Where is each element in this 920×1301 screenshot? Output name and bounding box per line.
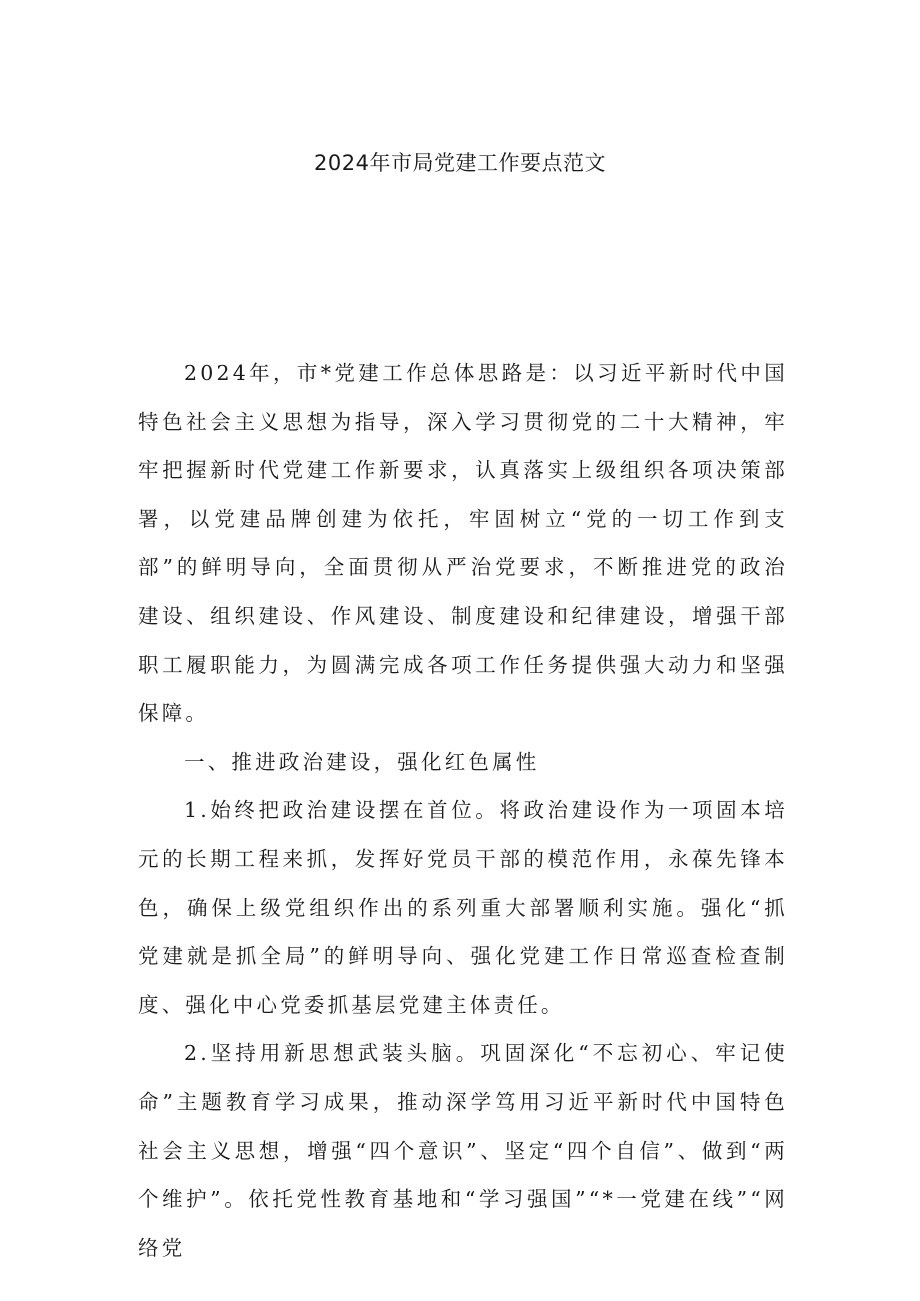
- paragraph-intro: 2024年，市*党建工作总体思路是：以习近平新时代中国特色社会主义思想为指导，深入学习贯彻党的二十大精神，牢牢把握新时代党建工作新要求，认真落实上级组织各项决策部署，以党建品牌创建为依托，牢固树立“党的一切工作到支部”的鲜明导向，全面贯彻从严治党要求，不断推进党的政治建设、组织建设、作风建设、制度建设和纪律建设，增强干部职工履职能力，为圆满完成各项工作任务提供强大动力和坚强保障。: [138, 361, 788, 726]
- section-heading-political-construction: 一、推进政治建设，强化红色属性: [184, 749, 540, 774]
- document-title: 2024年市局党建工作要点范文: [314, 151, 606, 175]
- document-body: [138, 349, 788, 1272]
- paragraph-item-2: 2.坚持用新思想武装头脑。巩固深化“不忘初心、牢记使命”主题教育学习成果，推动深学笃用习近平新时代中国特色社会主义思想，增强“四个意识”、坚定“四个自信”、做到“两个维护”。依托党性教育基地和“学习强国”“*一党建在线”“网络党: [138, 1041, 788, 1260]
- paragraph-item-1: 1.始终把政治建设摆在首位。将政治建设作为一项固本培元的长期工程来抓，发挥好党员干部的模范作用，永葆先锋本色，确保上级党组织作出的系列重大部署顺利实施。强化“抓党建就是抓全局”的鲜明导向、强化党建工作日常巡查检查制度、强化中心党委抓基层党建主体责任。: [138, 798, 788, 1017]
